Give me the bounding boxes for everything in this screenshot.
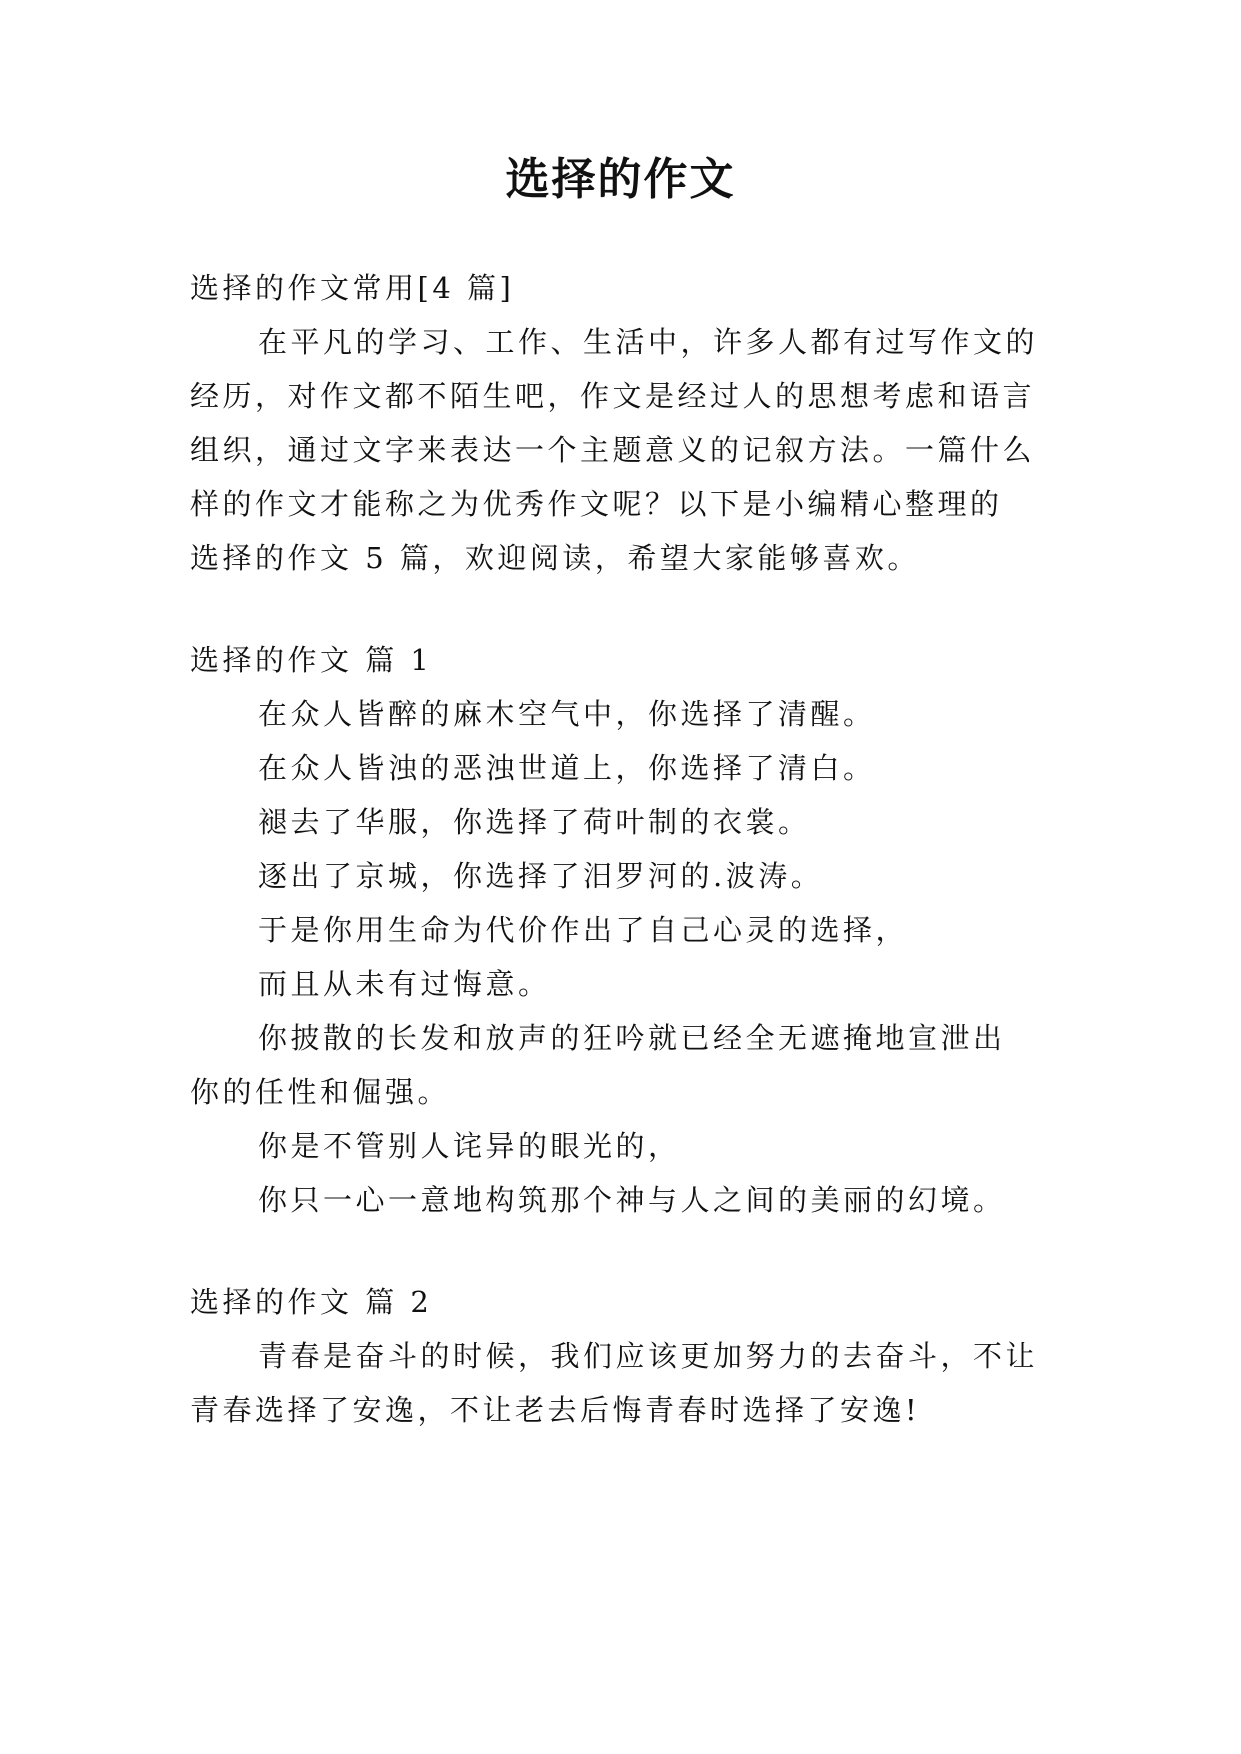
intro-line: 选择的作文 5 篇，欢迎阅读，希望大家能够喜欢。	[190, 541, 920, 575]
section-heading: 选择的作文 篇 2	[190, 1285, 433, 1319]
poem-line: 而且从未有过悔意。	[258, 967, 551, 1001]
poem-line: 逐出了京城，你选择了汨罗河的.波涛。	[258, 859, 824, 893]
intro-line: 在平凡的学习、工作、生活中，许多人都有过写作文的	[258, 325, 1039, 359]
poem-line: 于是你用生命为代价作出了自己心灵的选择，	[258, 913, 909, 947]
poem-line: 你披散的长发和放声的狂吟就已经全无遮掩地宣泄出	[258, 1021, 1006, 1055]
poem-line: 你的任性和倔强。	[190, 1075, 451, 1109]
paragraph-line: 青春选择了安逸，不让老去后悔青春时选择了安逸!	[190, 1393, 921, 1427]
intro-line: 组织，通过文字来表达一个主题意义的记叙方法。一篇什么	[190, 433, 1036, 467]
intro-line: 经历，对作文都不陌生吧，作文是经过人的思想考虑和语言	[190, 379, 1036, 413]
paragraph-line: 青春是奋斗的时候，我们应该更加努力的去奋斗，不让	[258, 1339, 1039, 1373]
poem-line: 在众人皆浊的恶浊世道上，你选择了清白。	[258, 751, 876, 785]
intro-line: 样的作文才能称之为优秀作文呢？以下是小编精心整理的	[190, 487, 1003, 521]
subtitle: 选择的作文常用[4 篇]	[190, 271, 515, 305]
poem-line: 在众人皆醉的麻木空气中，你选择了清醒。	[258, 697, 876, 731]
section-heading: 选择的作文 篇 1	[190, 643, 433, 677]
poem-line: 你是不管别人诧异的眼光的，	[258, 1129, 681, 1163]
document-title: 选择的作文	[505, 154, 736, 205]
poem-line: 你只一心一意地构筑那个神与人之间的美丽的幻境。	[258, 1183, 1006, 1217]
poem-line: 褪去了华服，你选择了荷叶制的衣裳。	[258, 805, 811, 839]
